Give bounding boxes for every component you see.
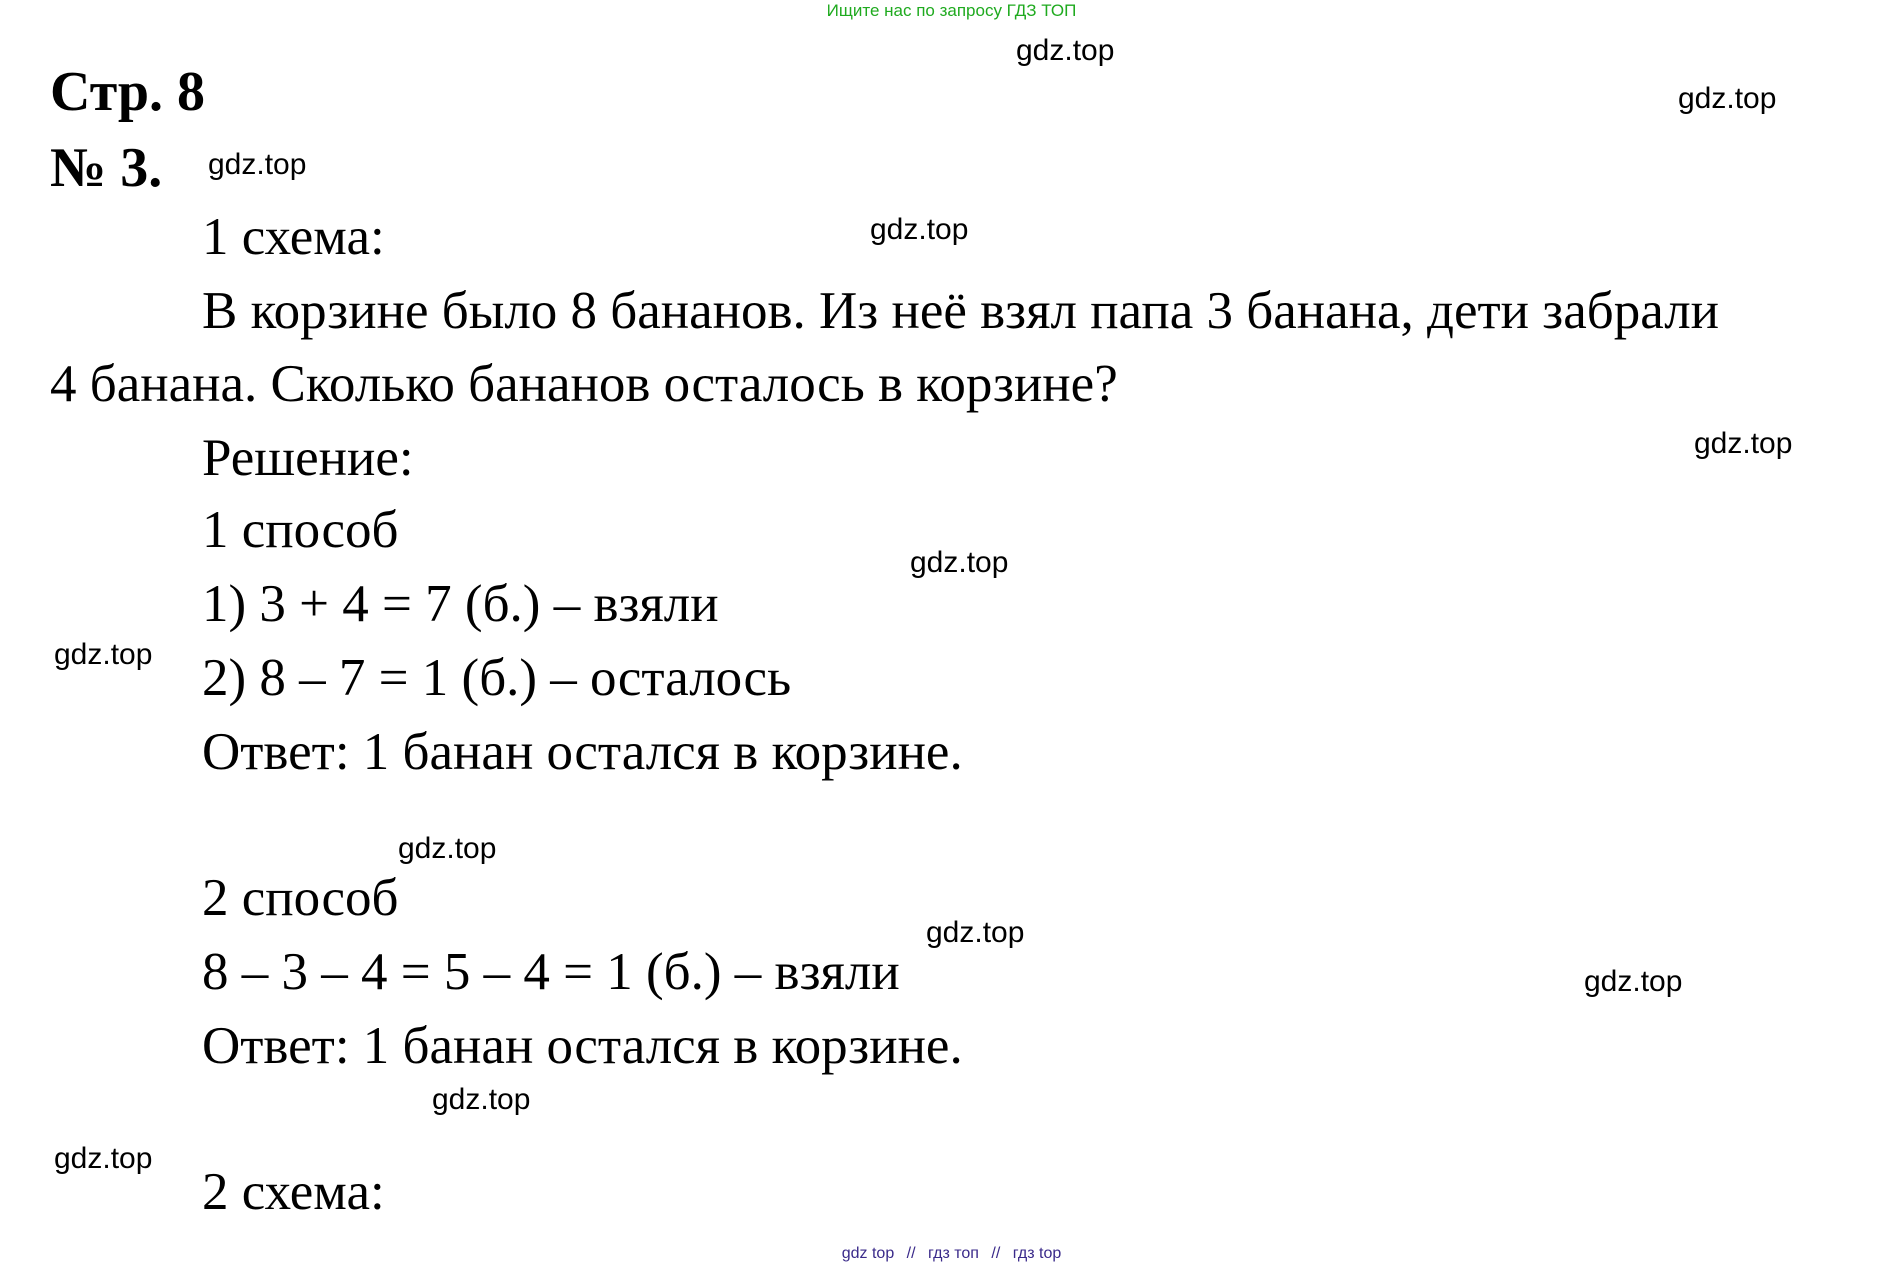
answer-2: Ответ: 1 банан остался в корзине. [202,1017,963,1075]
watermark: gdz.top [1694,427,1793,460]
watermark: gdz.top [1678,82,1777,115]
method-1-label: 1 способ [202,501,399,559]
watermark: gdz.top [870,213,969,246]
step-1: 1) 3 + 4 = 7 (б.) – взяли [202,575,719,633]
watermark: gdz.top [926,916,1025,949]
scheme-1-label: 1 схема: [202,208,385,266]
watermark: gdz.top [54,1142,153,1175]
watermark: gdz.top [1584,965,1683,998]
step-2: 2) 8 – 7 = 1 (б.) – осталось [202,649,792,707]
method-2-label: 2 способ [202,869,399,927]
answer-1: Ответ: 1 банан остался в корзине. [202,723,963,781]
scheme-2-label: 2 схема: [202,1163,385,1221]
problem-text-line-2: 4 банана. Сколько бананов осталось в корзине? [50,355,1118,413]
top-banner: Ищите нас по запросу ГДЗ ТОП [826,1,1077,20]
expression: 8 – 3 – 4 = 5 – 4 = 1 (б.) – взяли [202,943,900,1001]
footer-links [0,1245,1903,1263]
page-title: Стр. 8 [50,61,206,123]
footer-separator: // [991,1245,1001,1262]
footer-separator: // [906,1245,916,1262]
watermark: gdz.top [208,148,307,181]
task-number: № 3. [50,137,163,199]
watermark: gdz.top [432,1083,531,1116]
problem-text-line-1: В корзине было 8 бананов. Из неё взял папа 3 банана, дети забрали [202,282,1720,340]
solution-label: Решение: [202,429,414,487]
footer-link-gdz-top-mixed[interactable]: гдз top [1012,1245,1062,1262]
watermark: gdz.top [398,832,497,865]
watermark: gdz.top [910,546,1009,579]
watermark: gdz.top [1016,34,1115,67]
footer-link-gdz-top[interactable]: gdz top [841,1245,895,1262]
watermark: gdz.top [54,638,153,671]
footer-link-gdz-top-ru[interactable]: гдз топ [928,1245,979,1262]
